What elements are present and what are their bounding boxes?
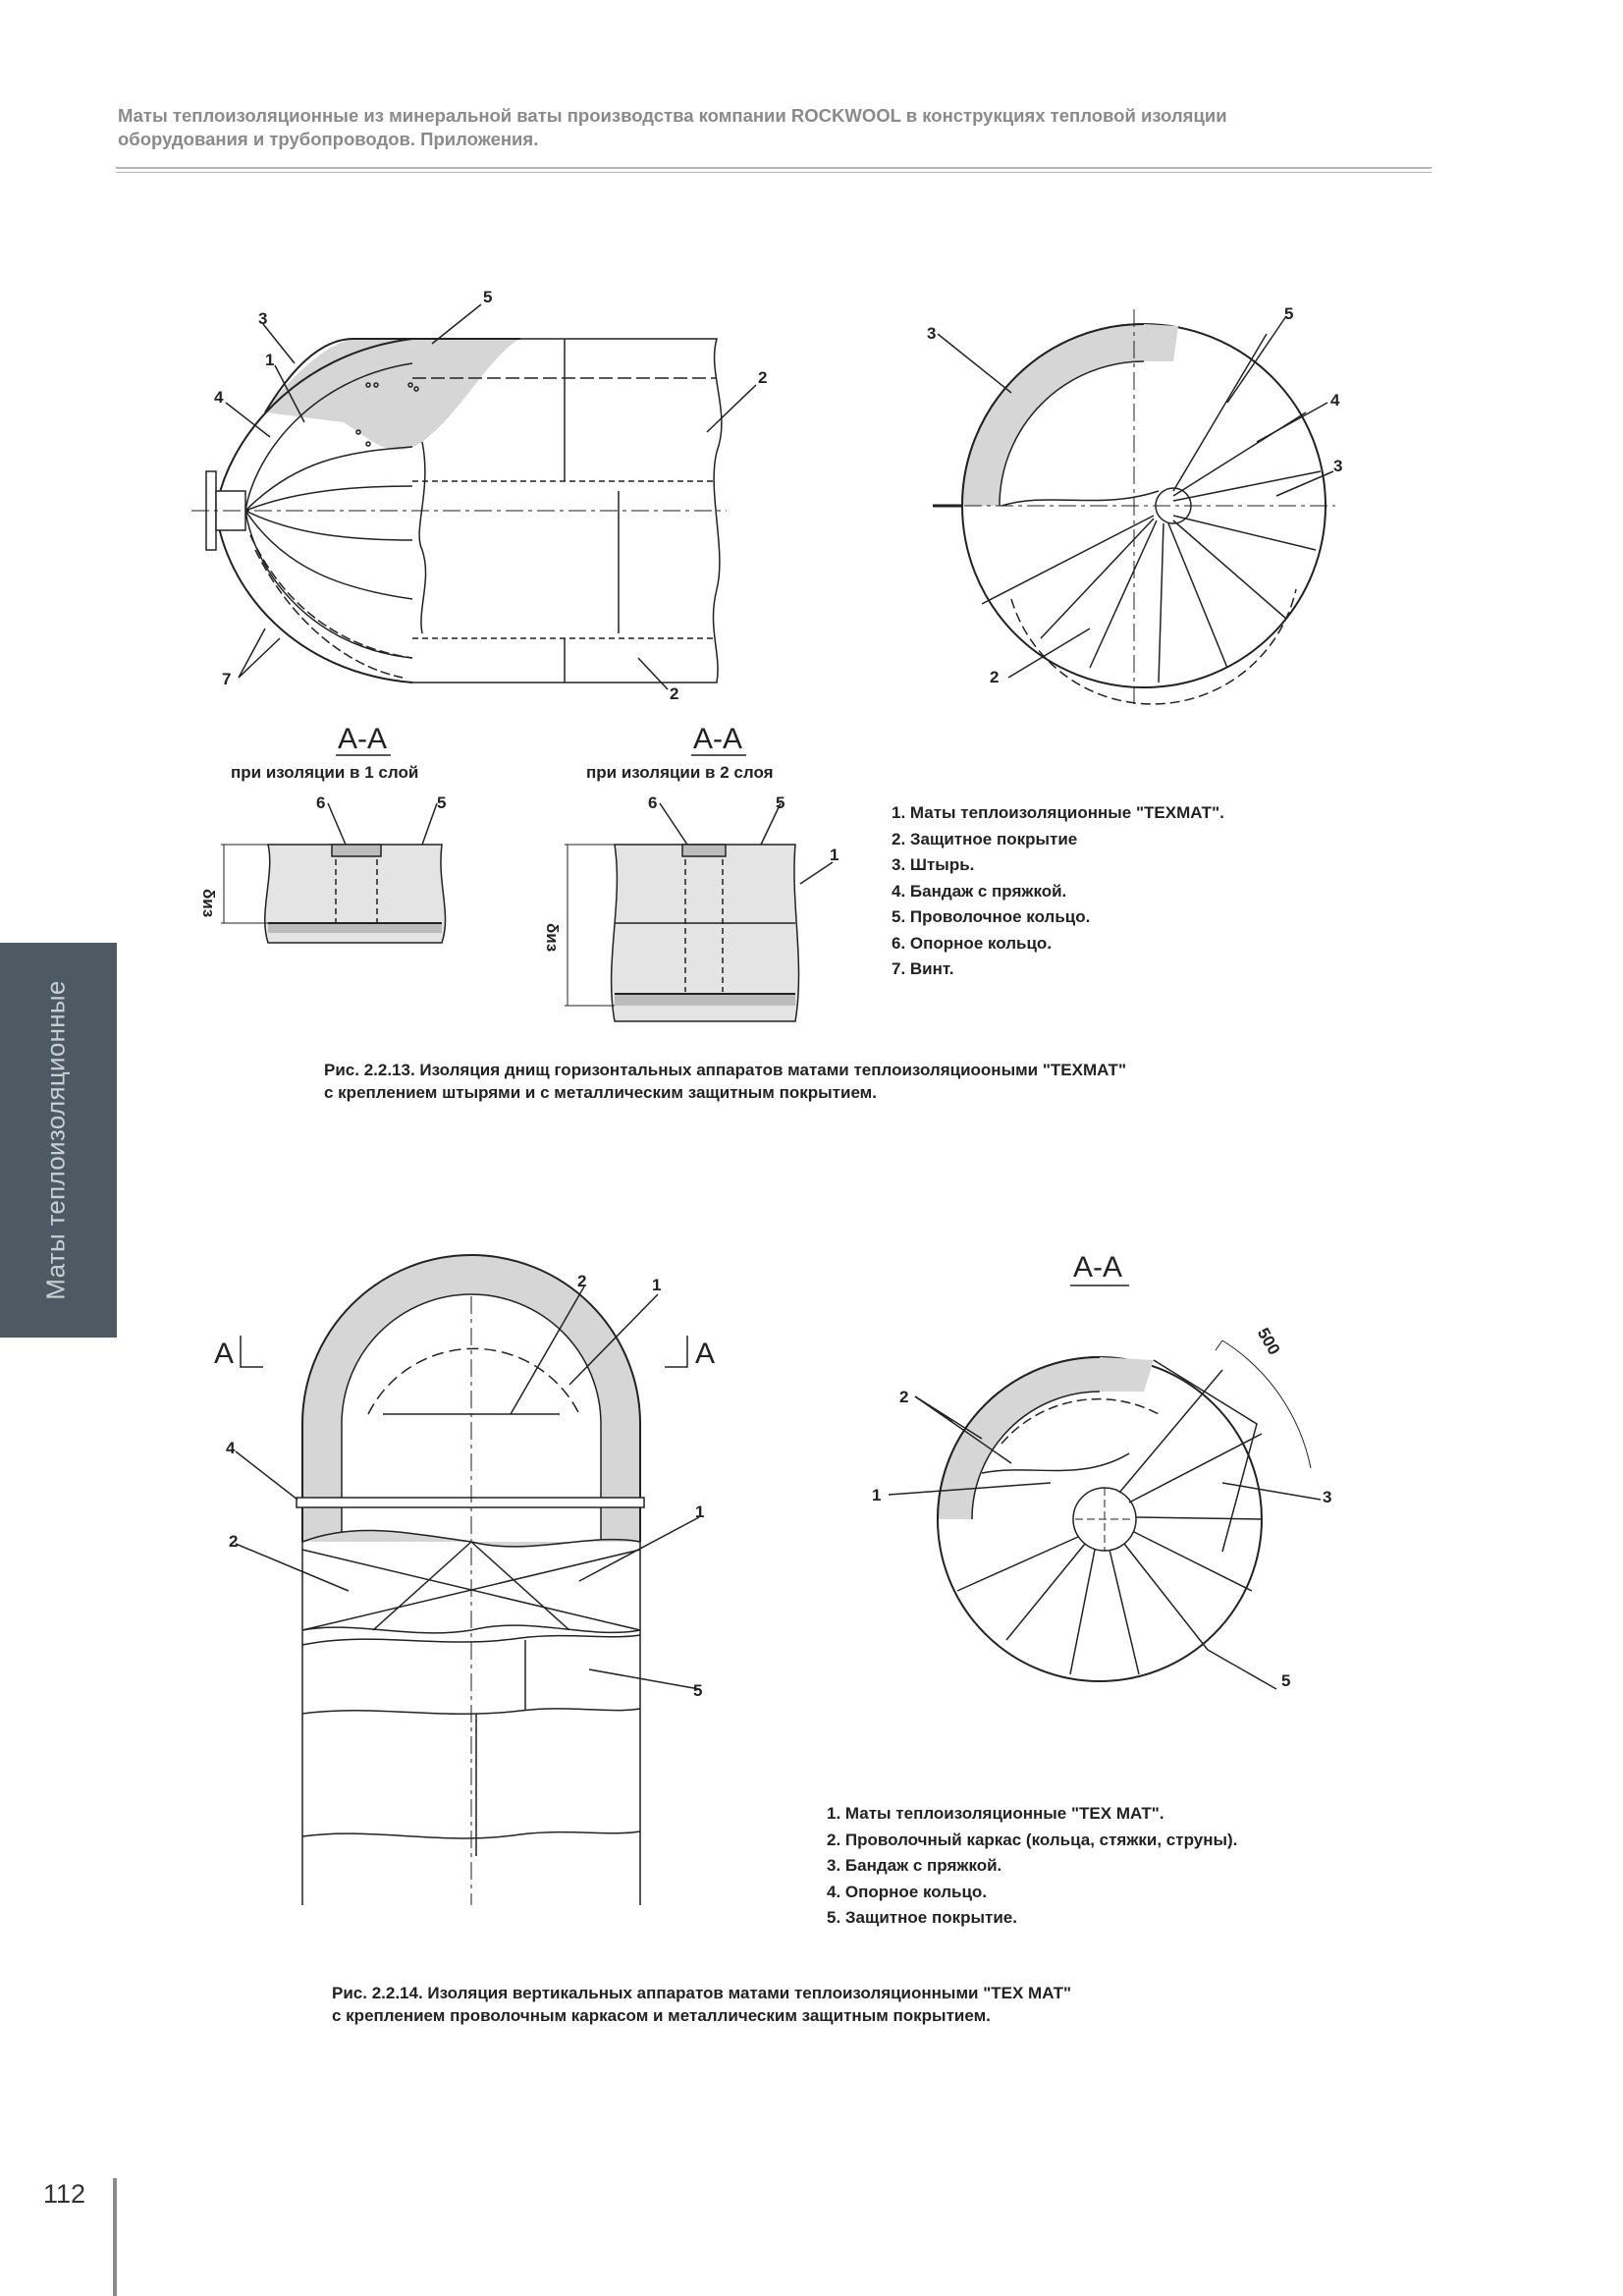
dim-thickness-1: δиз: [199, 889, 218, 918]
callout-4: 4: [214, 388, 224, 407]
caption-line: Рис. 2.2.14. Изоляция вертикальных аппаратов матами теплоизоляционными "ТЕХ МАТ": [332, 1984, 1072, 2002]
caption-line: с креплением штырями и с металлическим защитным покрытием.: [324, 1083, 877, 1102]
callout-2: 2: [577, 1272, 587, 1290]
callout-4: 4: [226, 1439, 236, 1457]
callout-5: 5: [776, 793, 785, 812]
callout-1: 1: [872, 1486, 882, 1504]
header-line-1: Маты теплоизоляционные из минеральной ваты производства компании ROCKWOOL в конструкциях тепловой изоляции: [118, 105, 1227, 126]
callout-1: 1: [830, 846, 839, 864]
callout-1b: 1: [695, 1503, 705, 1521]
callout-5: 5: [1281, 1671, 1291, 1690]
fig14-section-title: А-А: [1073, 1251, 1123, 1284]
fig14-legend: [827, 1801, 1237, 1932]
dim-500: 500: [1253, 1324, 1284, 1358]
caption-line: с креплением проволочным каркасом и металлическим защитным покрытием.: [332, 2006, 991, 2025]
page-number-rule: [113, 2178, 117, 2296]
callout-3: 3: [1323, 1488, 1332, 1506]
callout-5: 5: [1284, 304, 1294, 323]
section-mark-right: А: [695, 1338, 716, 1370]
callout-2b: 2: [670, 684, 679, 703]
fig13-head-view: [933, 309, 1335, 707]
legend-item: 4. Опорное кольцо.: [827, 1882, 988, 1901]
callout-2: 2: [758, 368, 768, 387]
legend-item: 7. Винт.: [892, 959, 954, 978]
legend-item: 6. Опорное кольцо.: [892, 933, 1053, 953]
fig13-horizontal-apparatus: [191, 304, 756, 689]
legend-item: 5. Проволочное кольцо.: [892, 907, 1091, 926]
callout-2b: 2: [229, 1532, 239, 1551]
section-subtitle-2: при изоляции в 2 слоя: [586, 763, 774, 782]
header-line-2: оборудования и трубопроводов. Приложения.: [118, 129, 539, 149]
callout-5: 5: [483, 288, 493, 306]
side-tab-label: Маты теплоизоляционные: [40, 980, 71, 1300]
callout-2: 2: [899, 1388, 909, 1406]
callout-2: 2: [990, 668, 1000, 686]
callout-1: 1: [265, 351, 275, 369]
callout-1: 1: [652, 1276, 662, 1294]
callout-6: 6: [316, 793, 326, 812]
callout-3b: 3: [1333, 457, 1343, 475]
callout-7: 7: [222, 670, 232, 688]
section-mark-left: А: [214, 1338, 235, 1370]
legend-item: 4. Бандаж с пряжкой.: [892, 881, 1067, 901]
callout-3: 3: [258, 309, 268, 328]
fig13-sections: [199, 723, 839, 1021]
legend-item: 5. Защитное покрытие.: [827, 1908, 1017, 1927]
callout-5: 5: [693, 1681, 703, 1700]
fig14-vertical-apparatus: [236, 1255, 699, 1905]
dim-thickness-2: δиз: [543, 923, 562, 953]
fig14-caption: [332, 1982, 1071, 2027]
legend-item: 3. Бандаж с пряжкой.: [827, 1856, 1002, 1875]
fig14-section-view: [889, 1340, 1321, 1689]
legend-item: 3. Штырь.: [892, 855, 975, 874]
page-number: 112: [43, 2179, 86, 2209]
callout-4: 4: [1330, 391, 1340, 410]
caption-line: Рис. 2.2.13. Изоляция днищ горизонтальных аппаратов матами теплоизоляциооными "ТЕХМАТ": [324, 1061, 1127, 1079]
section-title-2: А-А: [693, 723, 743, 755]
legend-item: 2. Защитное покрытие: [892, 829, 1078, 848]
fig13-caption: [324, 1059, 1126, 1104]
legend-item: 1. Маты теплоизоляционные "ТЕХМАТ".: [892, 803, 1224, 822]
legend-item: 1. Маты теплоизоляционные "ТЕХ МАТ".: [827, 1804, 1164, 1823]
section-subtitle-1: при изоляции в 1 слой: [231, 763, 419, 782]
fig13-legend: [892, 800, 1224, 983]
legend-item: 2. Проволочный каркас (кольца, стяжки, струны).: [827, 1830, 1238, 1849]
callout-6: 6: [648, 793, 658, 812]
section-title-1: А-А: [338, 723, 388, 755]
callout-5: 5: [437, 793, 447, 812]
callout-3: 3: [927, 324, 937, 343]
